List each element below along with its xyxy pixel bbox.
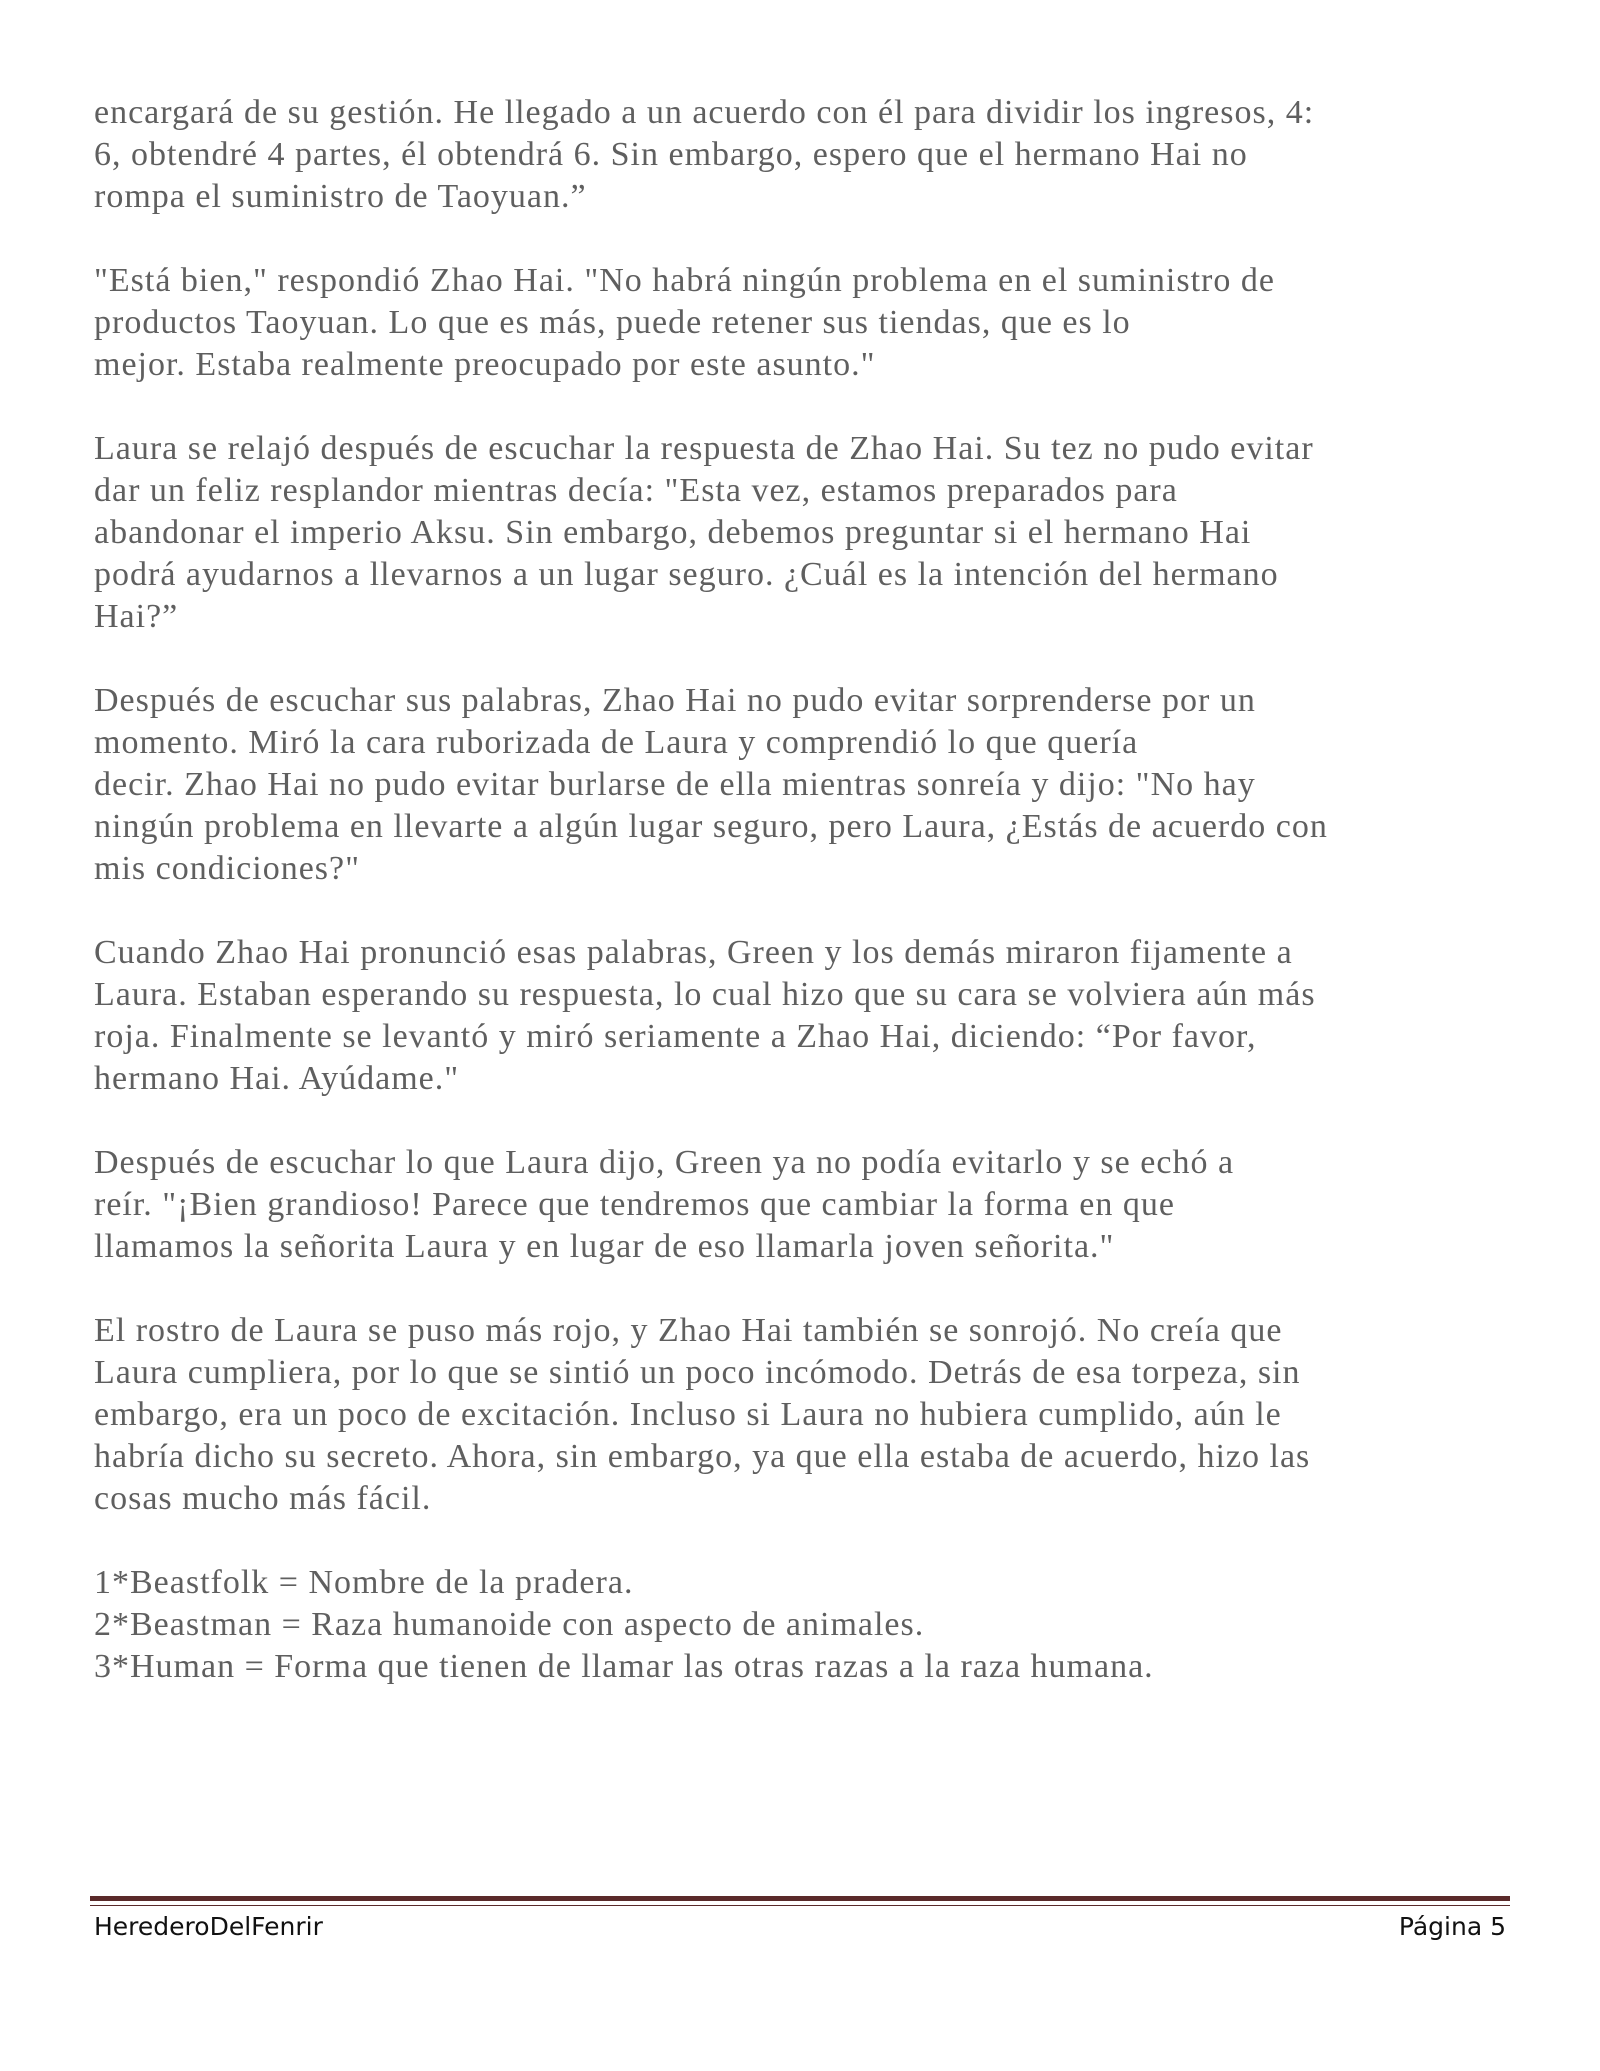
page-number: Página 5 bbox=[1398, 1912, 1506, 1941]
paragraph: Después de escuchar lo que Laura dijo, Green ya no podía evitarlo y se echó a reír. "¡Bien grandioso! Parece que tendremos que cambiar la forma en que llamamos la señorita Laura y en lugar de eso llamarla joven señorita." bbox=[94, 1144, 1235, 1265]
footer-divider bbox=[90, 1896, 1510, 1901]
paragraph: Cuando Zhao Hai pronunció esas palabras, Green y los demás miraron fijamente a Laura. Estaban esperando su respuesta, lo cual hizo que su cara se volviera aún más roja. Finalmente se levantó y miró seriamente a Zhao Hai, diciendo: “Por favor, hermano Hai. Ayúdame." bbox=[94, 934, 1316, 1097]
footnote: 3*Human = Forma que tienen de llamar las otras razas a la raza humana. bbox=[94, 1648, 1154, 1685]
footnote: 1*Beastfolk = Nombre de la pradera. bbox=[94, 1564, 634, 1601]
paragraph: Laura se relajó después de escuchar la respuesta de Zhao Hai. Su tez no pudo evitar dar un feliz resplandor mientras decía: "Esta vez, estamos preparados para abandonar el imperio Aksu. Sin embargo, debemos preguntar si el hermano Hai podrá ayudarnos a llevarnos a un lugar seguro. ¿Cuál es la intención del hermano Hai?” bbox=[94, 430, 1314, 635]
page-footer bbox=[94, 1912, 1506, 1941]
footer-author: HerederoDelFenrir bbox=[94, 1912, 323, 1941]
paragraph: encargará de su gestión. He llegado a un acuerdo con él para dividir los ingresos, 4: 6, obtendré 4 partes, él obtendrá 6. Sin embargo, espero que el hermano Hai no rompa el suministro de Taoyuan.” bbox=[94, 94, 1315, 215]
paragraph: El rostro de Laura se puso más rojo, y Zhao Hai también se sonrojó. No creía que Laura cumpliera, por lo que se sintió un poco incómodo. Detrás de esa torpeza, sin embargo, era un poco de excitación. Incluso si Laura no hubiera cumplido, aún le habría dicho su secreto. Ahora, sin embargo, ya que ella estaba de acuerdo, hizo las cosas mucho más fácil. bbox=[94, 1312, 1311, 1517]
footer-divider-thin bbox=[90, 1905, 1510, 1906]
footnotes bbox=[94, 1562, 1514, 1688]
footnote: 2*Beastman = Raza humanoide con aspecto de animales. bbox=[94, 1606, 925, 1643]
paragraph: Después de escuchar sus palabras, Zhao Hai no pudo evitar sorprenderse por un momento. Miró la cara ruborizada de Laura y comprendió lo que quería decir. Zhao Hai no pudo evitar burlarse de ella mientras sonreía y dijo: "No hay ningún problema en llevarte a algún lugar seguro, pero Laura, ¿Estás de acuerdo con mis condiciones?" bbox=[94, 682, 1328, 887]
page-body bbox=[94, 92, 1514, 1688]
paragraph: "Está bien," respondió Zhao Hai. "No habrá ningún problema en el suministro de productos Taoyuan. Lo que es más, puede retener sus tiendas, que es lo mejor. Estaba realmente preocupado por este asunto." bbox=[94, 262, 1275, 383]
